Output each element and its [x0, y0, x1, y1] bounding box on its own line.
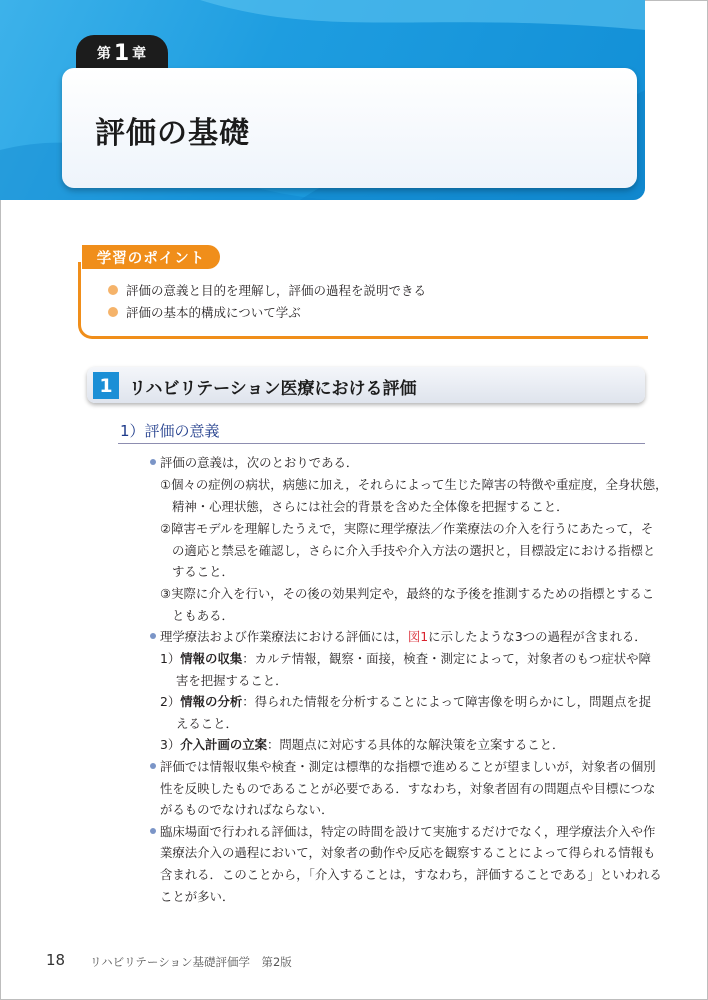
- process-step: [160, 694, 651, 710]
- paragraph-line: [150, 455, 358, 471]
- step-number: 1）: [160, 651, 181, 666]
- step-text: ：カルテ情報，観察・面接，検査・測定によって，対象者のもつ症状や障: [242, 651, 651, 666]
- figure-reference-link[interactable]: 図1: [407, 629, 429, 644]
- bullet-dot-icon: [150, 763, 156, 769]
- chapter-number: 1: [113, 40, 131, 66]
- chapter-title: 評価の基礎: [95, 116, 250, 151]
- page-number: 18: [46, 951, 66, 969]
- process-step: [160, 737, 564, 753]
- paragraph-line: 性を反映したものであることが必要である．すなわち，対象者固有の問題点や目標につな: [160, 781, 656, 796]
- learning-points-label: 学習のポイント: [82, 245, 220, 269]
- step-term: 情報の収集: [180, 651, 243, 666]
- paragraph-line: 含まれる．このことから，「介入することは，すなわち，評価することである」といわれる: [160, 867, 662, 882]
- paragraph-line: [150, 759, 656, 775]
- step-number: 3）: [160, 737, 181, 752]
- list-item-line: ③実際に介入を行い，その後の効果判定や，最終的な予後を推測するための指標とするこ: [160, 586, 655, 601]
- paragraph-line: ことが多い．: [160, 889, 235, 904]
- learning-point-text: 評価の意義と目的を理解し，評価の過程を説明できる: [126, 283, 427, 298]
- list-item-line: すること．: [172, 564, 234, 579]
- paragraph-text: 理学療法および作業療法における評価には，: [160, 629, 408, 644]
- list-item-line: ともある．: [172, 608, 234, 623]
- paragraph-text: 評価の意義は，次のとおりである．: [160, 455, 359, 470]
- paragraph-line: [150, 824, 655, 840]
- step-continuation: えること．: [176, 716, 238, 731]
- process-step: [160, 651, 651, 667]
- step-text: ：得られた情報を分析することによって障害像を明らかにし，問題点を捉: [242, 694, 652, 709]
- chapter-suffix: 章: [132, 46, 148, 62]
- paragraph-text: に示したような3つの過程が含まれる．: [428, 629, 647, 644]
- bullet-dot-icon: [150, 459, 156, 465]
- step-term: 情報の分析: [180, 694, 243, 709]
- subsection-underline: [118, 443, 645, 444]
- paragraph-text: 評価では情報収集や検査・測定は標準的な指標で進めることが望ましいが，対象者の個別: [160, 759, 656, 774]
- learning-points-frame: [78, 262, 648, 339]
- step-number: 2）: [160, 694, 181, 709]
- section-number: 1: [93, 372, 119, 399]
- list-item-line: 精神・心理状態，さらには社会的背景を含めた全体像を把握すること．: [172, 499, 569, 514]
- list-item-line: ②障害モデルを理解したうえで，実際に理学療法／作業療法の介入を行うにあたって，そ: [160, 521, 654, 536]
- bullet-dot-icon: [150, 633, 156, 639]
- step-continuation: 害を把握すること．: [176, 673, 288, 688]
- learning-point-text: 評価の基本的構成について学ぶ: [126, 305, 301, 320]
- chapter-prefix: 第: [96, 46, 112, 62]
- subsection-title: 1）評価の意義: [120, 422, 220, 440]
- running-footer: リハビリテーション基礎評価学 第2版: [90, 955, 292, 969]
- paragraph-line: 業療法介入の過程において，対象者の動作や反応を観察することによって得られる情報も: [160, 845, 656, 860]
- paragraph-text: 臨床場面で行われる評価は，特定の時間を設けて実施するだけでなく，理学療法介入や作: [160, 824, 656, 839]
- list-item-line: ①個々の症例の病状，病態に加え，それらによって生じた障害の特徴や重症度，全身状態，: [160, 477, 668, 492]
- paragraph-line: [150, 629, 647, 645]
- list-item-line: の適応と禁忌を確認し，さらに介入手技や介入方法の選択と，目標設定における指標と: [172, 543, 656, 558]
- chapter-label: [76, 35, 168, 71]
- bullet-dot-icon: [108, 307, 118, 317]
- step-term: 介入計画の立案: [180, 737, 268, 752]
- step-text: ：問題点に対応する具体的な解決策を立案すること．: [267, 737, 565, 752]
- learning-point-item: [108, 303, 301, 321]
- bullet-dot-icon: [150, 828, 156, 834]
- learning-point-item: [108, 281, 426, 299]
- paragraph-line: がるものでなければならない．: [160, 802, 334, 817]
- bullet-dot-icon: [108, 285, 118, 295]
- section-title: リハビリテーション医療における評価: [129, 379, 417, 399]
